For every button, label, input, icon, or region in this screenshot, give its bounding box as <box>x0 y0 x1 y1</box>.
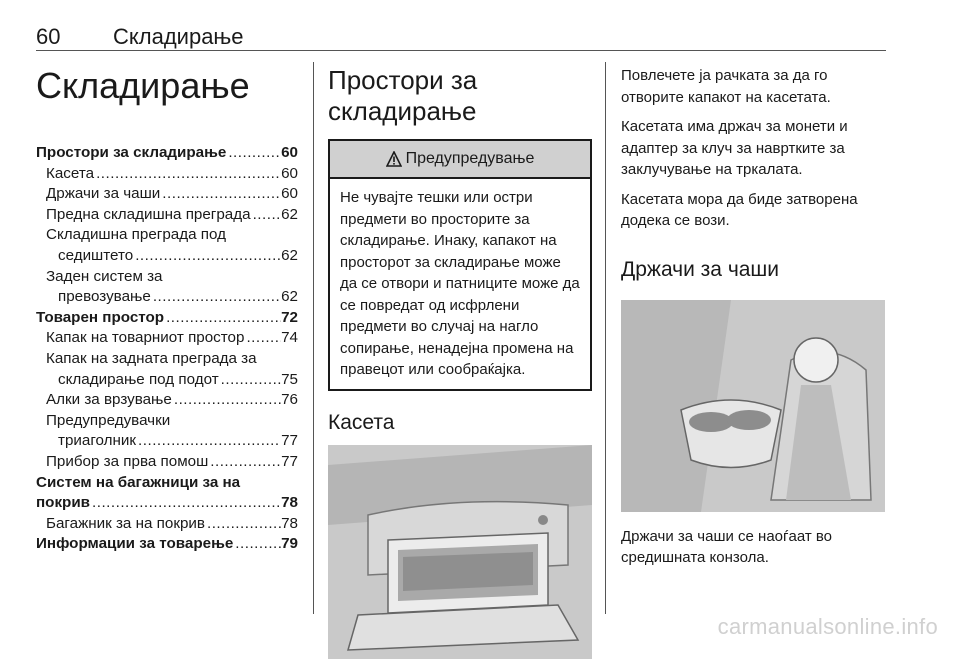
toc-entry <box>36 143 298 164</box>
toc-entry-page: 77 <box>281 452 298 470</box>
toc-dot-leader <box>136 431 281 452</box>
toc-entry-title: Прибор за прва помош <box>46 452 209 470</box>
toc-entry-title: триаголник <box>58 432 137 450</box>
warning-box <box>328 139 592 391</box>
toc-entry <box>36 328 298 349</box>
toc-entry-title: Капак на товарниот простор <box>46 329 245 347</box>
toc-entry-title: Касета <box>46 164 95 182</box>
toc-dot-leader <box>251 205 282 226</box>
column-divider <box>313 62 314 614</box>
toc-dot-leader <box>172 390 281 411</box>
toc-entry-title: Простори за складирање <box>36 144 227 161</box>
toc-entry: Складишна преграда под <box>46 226 226 244</box>
toc-entry <box>36 287 298 308</box>
running-title: Складирање <box>113 24 244 49</box>
toc-entry-page: 78 <box>281 514 298 532</box>
toc-entry-page: 62 <box>281 288 298 306</box>
toc-entry: Систем на багажници за на <box>36 473 241 491</box>
toc-dot-leader <box>219 370 281 391</box>
toc-entry <box>36 205 298 226</box>
toc-dot-leader <box>226 143 281 164</box>
toc-dot-leader <box>151 287 281 308</box>
toc-dot-leader <box>133 246 281 267</box>
toc-entry: Предупредувачки <box>46 411 171 429</box>
toc-column <box>36 65 298 555</box>
toc-entry-page: 77 <box>281 432 298 450</box>
warning-triangle-icon <box>386 151 402 167</box>
toc-dot-leader <box>208 452 281 473</box>
warning-header <box>330 141 590 179</box>
toc-entry <box>36 534 298 555</box>
toc-entry-title: Алки за врзување <box>46 391 172 409</box>
toc-dot-leader <box>244 328 281 349</box>
toc-entry-title: седиштето <box>58 246 134 264</box>
toc-entry-title: Информации за товарење <box>36 535 234 553</box>
toc-dot-leader <box>205 514 281 535</box>
toc-entry-title: Предна складишна преграда <box>46 205 251 223</box>
toc-entry-page: 62 <box>281 246 298 264</box>
toc-entry-title: Товарен простор <box>36 308 165 326</box>
toc-entry-title: превозување <box>58 288 151 306</box>
toc-entry <box>36 164 298 185</box>
toc-entry <box>36 308 298 329</box>
middle-column <box>328 65 592 659</box>
toc-dot-leader <box>90 493 281 514</box>
toc-entry-page: 78 <box>281 494 298 512</box>
toc-entry-page: 75 <box>281 370 298 388</box>
toc-entry-page: 60 <box>281 164 298 182</box>
toc-entry-title: Држачи за чаши <box>46 185 161 203</box>
warning-text: Не чувајте тешки или остри предмети во просторите за складирање. Инаку, капакот на просторот за складирање може да се отвори и патниците може да се повредат од исфрлени предмети во случај на нагло сопирање, ненадејна промена на правецот или сообраќајка. <box>340 189 580 378</box>
warning-title: Предупредување <box>405 150 535 167</box>
toc-entry-page: 60 <box>281 185 298 203</box>
toc-entry <box>36 431 298 452</box>
page-number: 60 <box>36 24 61 49</box>
toc-entry-page: 62 <box>281 205 298 223</box>
column-divider <box>605 62 606 614</box>
header-divider <box>36 50 886 51</box>
toc-entry-page: 79 <box>281 535 298 553</box>
watermark: carmanualsonline.info <box>717 614 938 639</box>
toc-entry-page: 76 <box>281 391 298 409</box>
toc-entry-page: 60 <box>281 144 298 161</box>
glovebox-illustration <box>328 445 592 659</box>
toc-entry: Капак на задната преграда за <box>46 349 257 367</box>
toc-entry <box>36 246 298 267</box>
toc-entry-title: покрив <box>36 494 91 512</box>
paragraph: Повлечете ја рачката за да го отворите капакот на касетата. <box>621 67 831 106</box>
toc-entry-title: Багажник за на покрив <box>46 514 205 532</box>
toc-dot-leader <box>94 164 281 185</box>
toc-entry <box>36 390 298 411</box>
toc-entry <box>36 514 298 535</box>
cupholders-heading: Држачи за чаши <box>621 257 780 281</box>
toc-entry-title: складирање под подот <box>58 370 219 388</box>
toc-entry-page: 72 <box>281 308 298 326</box>
toc-entry: Заден систем за <box>46 267 163 285</box>
section-heading: Простори за складирање <box>328 65 478 126</box>
cassette-heading: Касета <box>328 410 395 434</box>
toc-dot-leader <box>233 534 281 555</box>
toc-entry <box>36 184 298 205</box>
toc-entry-page: 74 <box>281 329 298 347</box>
toc-dot-leader <box>164 308 281 329</box>
paragraph: Касетата мора да биде затворена додека се вози. <box>621 190 858 229</box>
paragraph: Држачи за чаши се наоѓаат во средишната конзола. <box>621 527 833 566</box>
chapter-heading: Складирање <box>36 65 250 106</box>
toc-dot-leader <box>160 184 281 205</box>
toc-list <box>36 143 298 555</box>
right-column <box>621 65 885 577</box>
paragraph: Касетата има држач за монети и адаптер за клуч за навртките за заклучување на тркалата. <box>621 118 848 178</box>
toc-entry <box>36 370 298 391</box>
toc-entry <box>36 493 298 514</box>
cupholder-illustration <box>621 300 885 512</box>
toc-entry <box>36 452 298 473</box>
